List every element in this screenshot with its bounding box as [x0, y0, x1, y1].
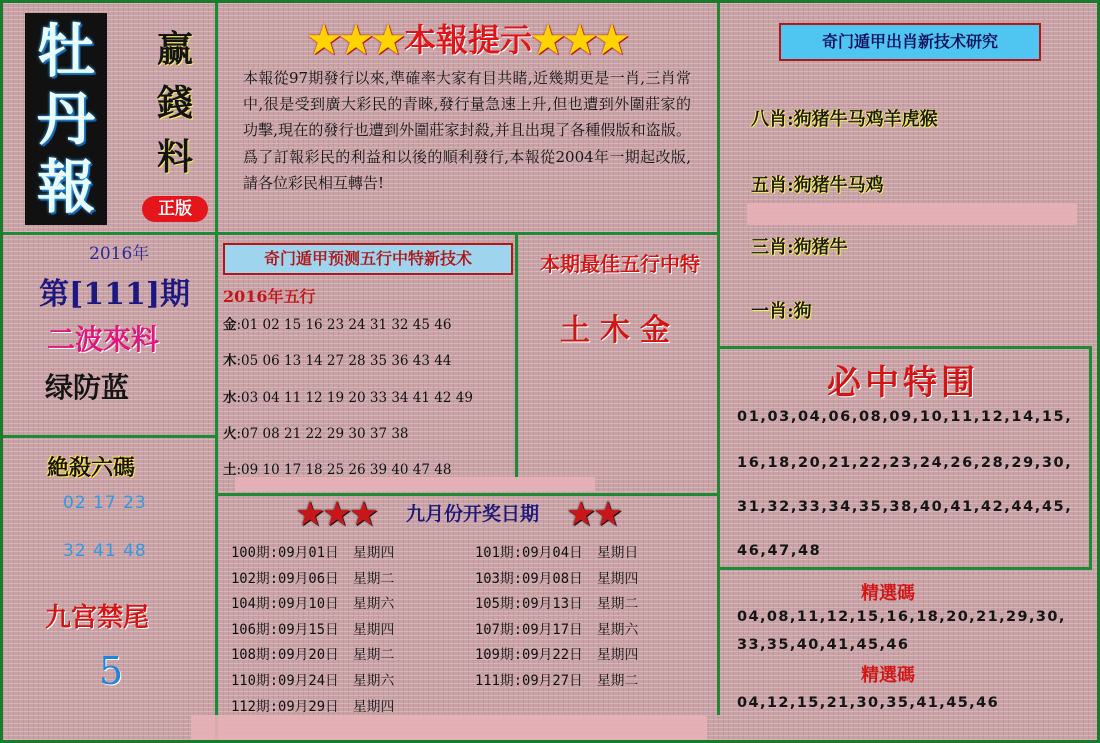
- schedule-issue: 101期: [475, 545, 514, 561]
- star-icon: ★★: [567, 497, 622, 532]
- schedule-row: [475, 592, 638, 618]
- slogan-char: 錢: [156, 82, 193, 124]
- divider: [717, 3, 720, 715]
- best-value: 土木金: [560, 313, 680, 348]
- schedule-date: :09月29日: [269, 698, 339, 715]
- zodiac-row: 五肖:狗猪牛马鸡: [751, 175, 884, 196]
- schedule-weekday: 星期二: [596, 672, 639, 689]
- schedule-row: [231, 592, 394, 618]
- schedule-issue: 108期: [231, 647, 270, 664]
- schedule-row: [231, 618, 394, 644]
- schedule-date: :09月01日: [269, 545, 339, 561]
- special-title: 必中特围: [827, 363, 979, 403]
- schedule-date: :09月04日: [513, 545, 583, 561]
- schedule-row: [231, 643, 394, 669]
- schedule-date: :09月17日: [513, 621, 583, 638]
- schedule-weekday: 星期六: [596, 621, 639, 638]
- schedule-weekday: 星期二: [596, 596, 639, 613]
- schedule-right: [475, 541, 638, 695]
- element-numbers: :07 08 21 22 29 30 37 38: [236, 426, 409, 442]
- best-title: 本期最佳五行中特: [540, 252, 700, 276]
- schedule-issue: 106期: [231, 621, 270, 638]
- schedule-row: [475, 643, 638, 669]
- divider: [215, 3, 218, 743]
- notice-title: [308, 15, 628, 61]
- element-label: 木: [223, 353, 237, 369]
- five-elements-year: 2016年五行: [223, 287, 316, 306]
- kill-title: 絶殺六碼: [47, 455, 136, 481]
- zodiac-row: 一肖:狗: [751, 301, 812, 322]
- divider: [1089, 346, 1092, 570]
- schedule-weekday: 星期日: [596, 545, 639, 561]
- element-label: 水: [223, 390, 237, 406]
- picks-title: 精選碼: [861, 583, 915, 604]
- schedule-date: :09月08日: [513, 570, 583, 587]
- divider: [3, 435, 217, 438]
- grid-digit: 5: [99, 649, 124, 693]
- schedule-row: [231, 567, 394, 593]
- schedule-date: :09月15日: [269, 621, 339, 638]
- schedule-issue: 100期: [231, 545, 270, 561]
- five-elements-row: [223, 422, 409, 442]
- star-icon: ★★★: [296, 497, 378, 532]
- picks-numbers: 04,08,11,12,15,16,18,20,21,29,30,: [737, 609, 1066, 625]
- schedule-row: [231, 695, 394, 721]
- schedule-weekday: 星期二: [352, 647, 395, 664]
- zodiac-title: 奇门遁甲出肖新技术研究: [779, 23, 1041, 61]
- schedule-issue: 103期: [475, 570, 514, 587]
- guard-tip: 绿防蓝: [45, 371, 130, 404]
- schedule-row: [231, 669, 394, 695]
- special-numbers: 01,03,04,06,08,09,10,11,12,14,15,: [737, 409, 1073, 425]
- schedule-weekday: 星期四: [596, 647, 639, 664]
- divider: [3, 232, 717, 235]
- schedule-issue: 111期: [475, 672, 514, 689]
- schedule-row: [475, 669, 638, 695]
- special-numbers: 31,32,33,34,35,38,40,41,42,44,45,: [737, 499, 1073, 515]
- schedule-date: :09月22日: [513, 647, 583, 664]
- slogan-char: 料: [156, 136, 193, 178]
- highlight-stripe: [235, 477, 595, 491]
- schedule-weekday: 星期六: [352, 596, 395, 613]
- element-numbers: :09 10 17 18 25 26 39 40 47 48: [236, 462, 452, 478]
- five-elements-row: [223, 349, 451, 369]
- five-elements-title: 奇门遁甲预测五行中特新技术: [223, 243, 513, 275]
- issue-year: 2016年: [89, 244, 150, 264]
- picks-title: 精選碼: [861, 665, 915, 686]
- five-elements-row: [223, 313, 451, 333]
- schedule-title: [229, 497, 689, 532]
- slogan-char: 赢: [156, 28, 193, 70]
- schedule-issue: 110期: [231, 672, 270, 689]
- schedule-weekday: 星期四: [596, 570, 639, 587]
- schedule-row: [475, 567, 638, 593]
- schedule-issue: 105期: [475, 596, 514, 613]
- special-numbers: 16,18,20,21,22,23,24,26,28,29,30,: [737, 455, 1073, 471]
- kill-numbers: 32 41 48: [63, 541, 147, 561]
- element-label: 土: [223, 462, 237, 478]
- zodiac-row: 三肖:狗猪牛: [751, 237, 848, 258]
- masthead-char: 報: [36, 153, 95, 221]
- schedule-issue: 104期: [231, 596, 270, 613]
- schedule-weekday: 星期四: [352, 621, 395, 638]
- schedule-date: :09月06日: [269, 570, 339, 587]
- kill-numbers: 02 17 23: [63, 493, 147, 513]
- masthead: [25, 13, 107, 225]
- element-numbers: :03 04 11 12 19 20 33 34 41 42 49: [236, 390, 473, 406]
- picks-numbers: 33,35,40,41,45,46: [737, 637, 910, 653]
- grid-title: 九宫禁尾: [45, 603, 150, 633]
- edition-badge: 正版: [142, 196, 208, 222]
- schedule-weekday: 星期四: [352, 545, 395, 561]
- element-label: 火: [223, 426, 237, 442]
- schedule-row: [231, 541, 394, 567]
- schedule-title-text: 九月份开奖日期: [405, 502, 539, 525]
- element-label: 金: [223, 317, 237, 333]
- divider: [515, 235, 518, 477]
- masthead-char: 牡: [36, 17, 95, 85]
- schedule-weekday: 星期二: [352, 570, 395, 587]
- highlight-stripe: [747, 203, 1077, 225]
- schedule-date: :09月27日: [513, 672, 583, 689]
- schedule-row: [475, 541, 638, 567]
- picks-numbers: 04,12,15,21,30,35,41,45,46: [737, 695, 1000, 711]
- five-elements-row: [223, 458, 451, 478]
- masthead-char: 丹: [36, 85, 95, 153]
- schedule-issue: 102期: [231, 570, 270, 587]
- schedule-issue: 109期: [475, 647, 514, 664]
- schedule-issue: 107期: [475, 621, 514, 638]
- schedule-row: [475, 618, 638, 644]
- divider: [719, 567, 1091, 570]
- zodiac-row: 八肖:狗猪牛马鸡羊虎猴: [751, 109, 938, 130]
- notice-title-text: 本報提示: [404, 21, 533, 59]
- five-elements-row: [223, 386, 473, 406]
- star-icon: ★★★: [308, 21, 405, 59]
- divider: [719, 346, 1091, 349]
- schedule-date: :09月20日: [269, 647, 339, 664]
- element-numbers: :01 02 15 16 23 24 31 32 45 46: [236, 317, 452, 333]
- schedule-weekday: 星期四: [352, 698, 395, 715]
- star-icon: ★★★: [532, 21, 629, 59]
- schedule-date: :09月24日: [269, 672, 339, 689]
- notice-body: 本報從97期發行以來,準確率大家有目共睹,近幾期更是一肖,三肖常中,很是受到廣大彩民的青睞,發行量急速上升,但也遭到外圍莊家的功擊,現在的發行也遭到外圍莊家封殺,并且出現了各種假版和盗版。爲了訂報彩民的利益和以後的順利發行,本報從2004年一期起改版,請各位彩民相互轉告!: [243, 69, 691, 192]
- schedule-issue: 112期: [231, 698, 270, 715]
- special-numbers: 46,47,48: [737, 543, 822, 559]
- issue-number: 第[111]期: [39, 277, 191, 312]
- schedule-left: [231, 541, 394, 720]
- wave-tip: 二波來料: [47, 323, 160, 356]
- schedule-weekday: 星期六: [352, 672, 395, 689]
- schedule-date: :09月13日: [513, 596, 583, 613]
- divider: [217, 493, 717, 496]
- element-numbers: :05 06 13 14 27 28 35 36 43 44: [236, 353, 452, 369]
- schedule-date: :09月10日: [269, 596, 339, 613]
